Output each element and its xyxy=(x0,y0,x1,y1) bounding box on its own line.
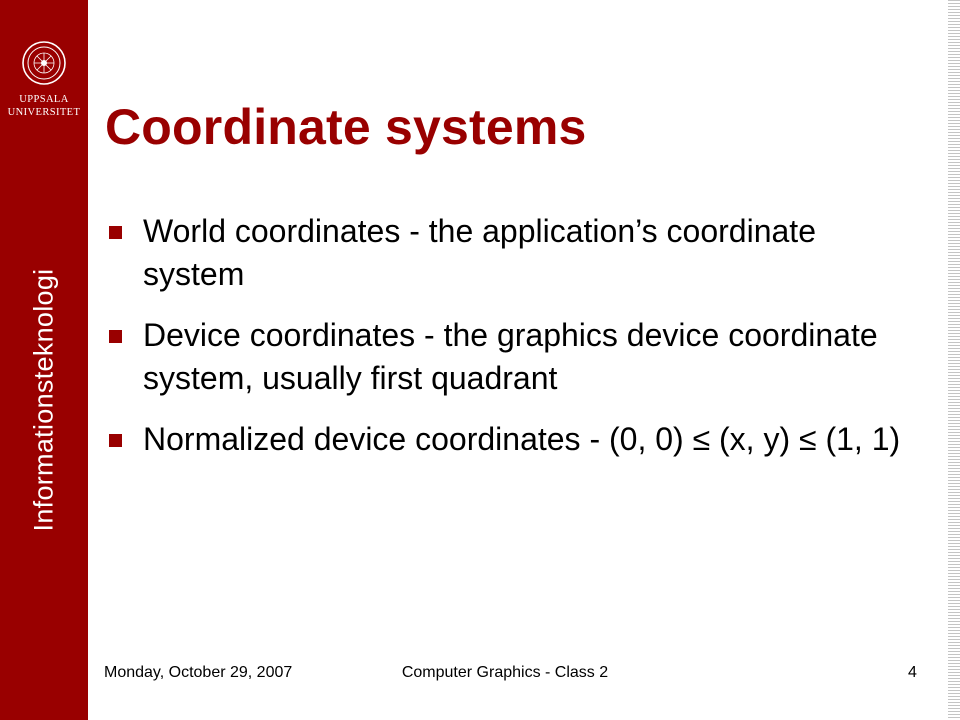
bullet-text: World coordinates - the application’s coordinate system xyxy=(143,213,816,292)
footer-date: Monday, October 29, 2007 xyxy=(104,664,293,681)
footer-course-title: Computer Graphics - Class 2 xyxy=(401,664,609,681)
logo-text-line2: UNIVERSITET xyxy=(7,107,81,118)
decorative-stripe xyxy=(948,0,960,720)
department-label: Informationsteknologi xyxy=(28,268,59,532)
bullet-item xyxy=(105,418,925,461)
sidebar xyxy=(0,0,88,720)
page-number: 4 xyxy=(908,664,917,681)
bullet-text: Normalized device coordinates - (0, 0) ≤ (x, y) ≤ (1, 1) xyxy=(143,421,901,457)
university-logo xyxy=(0,40,88,130)
bullet-list xyxy=(105,210,925,479)
slide-title: Coordinate systems xyxy=(105,99,587,155)
university-seal-icon xyxy=(21,40,67,86)
square-bullet-icon xyxy=(109,226,122,239)
logo-text-line1: UPPSALA xyxy=(19,94,69,105)
bullet-item xyxy=(105,314,925,400)
square-bullet-icon xyxy=(109,330,122,343)
bullet-text: Device coordinates - the graphics device coordinate system, usually first quadrant xyxy=(143,317,878,396)
square-bullet-icon xyxy=(109,434,122,447)
bullet-item xyxy=(105,210,925,296)
